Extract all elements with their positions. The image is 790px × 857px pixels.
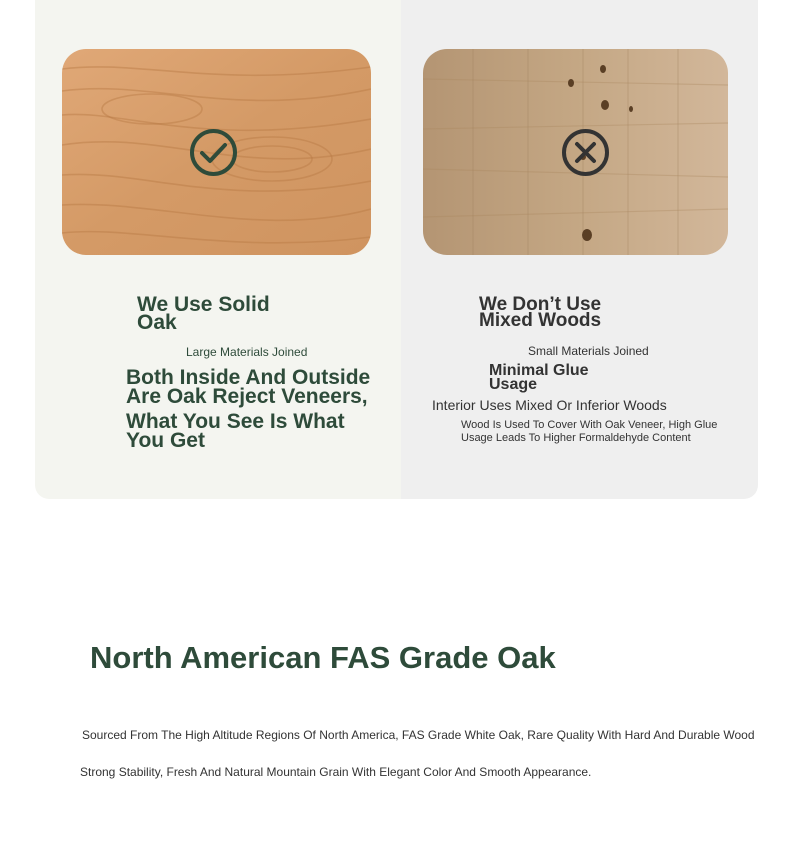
solid-oak-body — [126, 368, 386, 450]
solid-oak-title: We Use Solid Oak — [137, 293, 270, 334]
section-description-line1: Sourced From The High Altitude Regions Of North America, FAS Grade White Oak, Rare Quality With Hard And Durable Wood — [82, 728, 755, 742]
check-circle-icon — [189, 128, 238, 177]
mixed-woods-subtitle: Small Materials Joined — [528, 344, 649, 358]
mixed-woods-note: Wood Is Used To Cover With Oak Veneer, High Glue Usage Leads To Higher Formaldehyde Content — [461, 419, 718, 444]
section-title: North American FAS Grade Oak — [90, 640, 556, 675]
mixed-woods-title: We Don’t Use Mixed Woods — [479, 294, 602, 331]
solid-oak-body-line1: Both Inside And Outside Are Oak Reject Veneers, — [126, 366, 371, 408]
solid-oak-subtitle: Large Materials Joined — [186, 345, 308, 359]
mixed-woods-feature: Minimal Glue Usage — [489, 362, 589, 393]
section-description-line2: Strong Stability, Fresh And Natural Mountain Grain With Elegant Color And Smooth Appearance. — [80, 765, 592, 779]
x-circle-icon — [561, 128, 610, 177]
mixed-woods-interior: Interior Uses Mixed Or Inferior Woods — [432, 397, 667, 413]
solid-oak-body-line2: What You See Is What You Get — [126, 410, 345, 452]
